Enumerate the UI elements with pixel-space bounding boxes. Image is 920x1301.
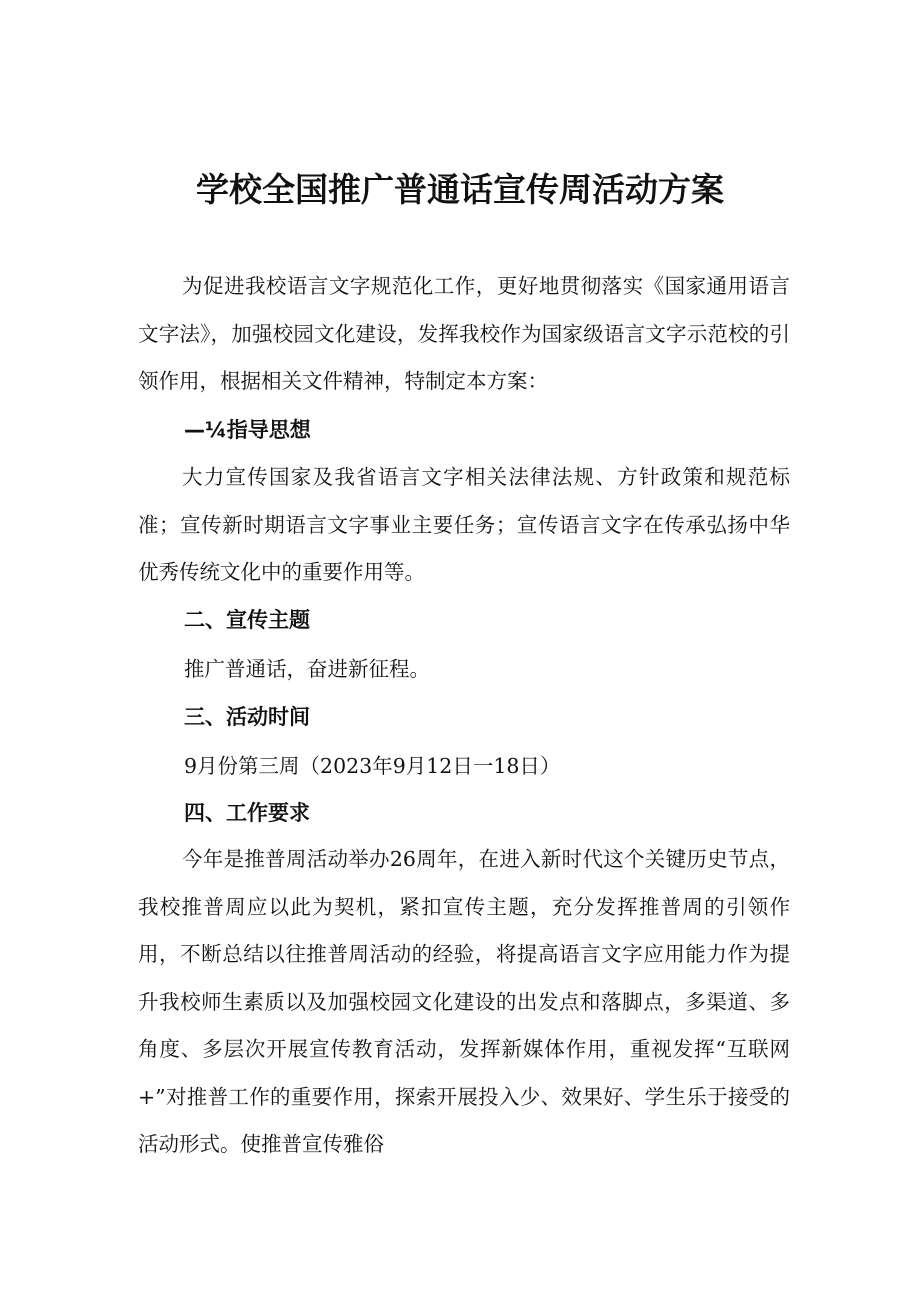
section-3-heading: 三、活动时间 — [184, 705, 310, 729]
intro-paragraph: 为促进我校语言文字规范化工作，更好地贯彻落实《国家通用语言文字法》，加强校园文化建设，发挥我校作为国家级语言文字示范校的引领作用，根据相关文件精神，特制定本方案： — [138, 274, 790, 393]
section-2-body: 推广普通话，奋进新征程。 — [184, 657, 430, 681]
section-4-body: 今年是推普周活动举办26周年，在进入新时代这个关键历史节点，我校推普周应以此为契机，紧扣宣传主题，充分发挥推普周的引领作用，不断总结以往推普周活动的经验，将提高语言文字应用能力作为提升我校师生素质以及加强校园文化建设的出发点和落脚点，多渠道、多角度、多层次开展宣传教育活动，发挥新媒体作用，重视发挥“互联网+”对推普工作的重要作用，探索开展投入少、效果好、学生乐于接受的活动形式。使推普宣传雅俗 — [138, 847, 790, 1156]
section-1-heading: —¼指导思想 — [184, 418, 311, 442]
section-4-heading: 四、工作要求 — [184, 801, 310, 825]
document-title: 学校全国推广普通话宣传周活动方案 — [196, 170, 724, 209]
section-3-body: 9月份第三周（2023年9月12日一18日） — [184, 754, 561, 778]
section-2-heading: 二、宣传主题 — [184, 608, 310, 632]
section-1-body: 大力宣传国家及我省语言文字相关法律法规、方针政策和规范标准；宣传新时期语言文字事业主要任务；宣传语言文字在传承弘扬中华优秀传统文化中的重要作用等。 — [138, 465, 790, 584]
